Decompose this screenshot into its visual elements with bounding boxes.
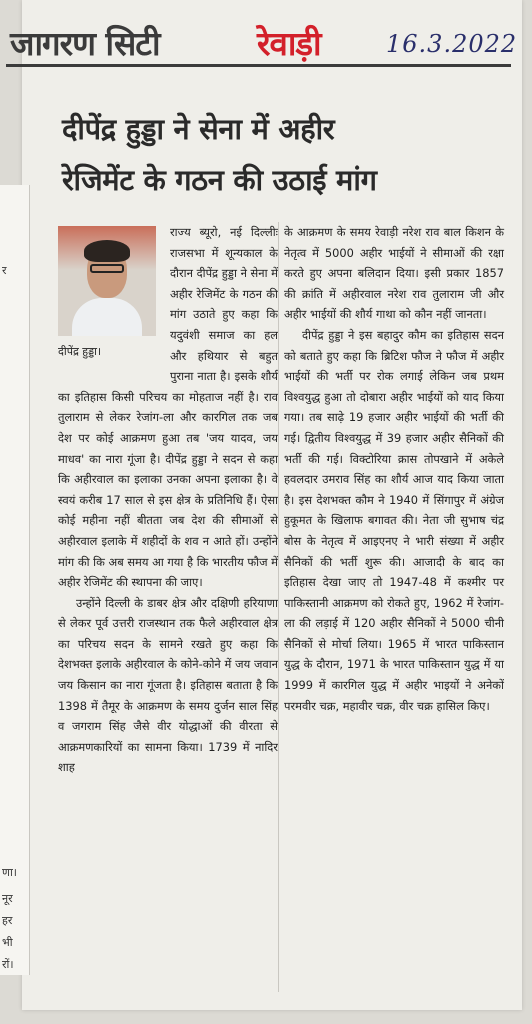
handwritten-date: 16.3.2022 (386, 30, 518, 58)
brand-city: रेवाड़ी (257, 24, 321, 63)
adjacent-column-strip (0, 185, 30, 975)
column-divider (278, 222, 279, 992)
article-body (50, 222, 502, 992)
photo-block (58, 226, 162, 371)
article-column-1 (58, 222, 278, 778)
headline-line-1: दीपेंद्र हुड्डा ने सेना में अहीर (62, 112, 335, 146)
strip-word: र (2, 264, 7, 277)
article-paragraph: दीपेंद्र हुड्डा ने इस बहादुर कौम का इतिहास सदन को बताते हुए कहा कि ब्रिटिश फौज ने फौज में अहीर भाईयों की भर्ती पर रोक लगाई लेकिन जब प्रथम विश्वयुद्ध हुआ तो दोबारा अहीर भाईयों को याद किया गया। तब साढ़े 19 हजार अहीर भाईयों की भर्ती की गई। द्वितीय विश्वयुद्ध में 39 हजार अहीर सैनिकों की भर्ती की गई। विक्टोरिया क्रास तोपखाने में अकेले हवलदार उमराव सिंह का शौर्य आज याद किया जाता है। इस देशभक्त कौम ने 1940 में सिंगापुर में अंग्रेज हुकूमत के खिलाफ बगावत की। नेता जी सुभाष चंद्र बोस के नेतृत्व में आइएनए ने भारी संख्या में अहीर सैनिकों की भर्ती शुरू की। आजादी के बाद का इतिहास देखा जाए तो 1947-48 में कश्मीर पर पाकिस्तानी आक्रमण को रोकते हुए, 1962 में रेजांग-ला की लड़ाई में 120 अहीर सैनिकों ने 5000 चीनी सैनिकों से मोर्चा लिया। 1965 में भारत पाकिस्तान युद्ध के दौरान, 1971 के भारत पाकिस्तान युद्ध में या 1999 में कारगिल युद्ध में अहीर भाइयों ने अनेकों परमवीर चक्र, महावीर चक्र, वीर चक्र हासिल किए। (284, 327, 504, 713)
article-column-2 (284, 222, 504, 716)
masthead-rule (6, 64, 511, 67)
masthead (6, 8, 526, 68)
headline-line-2: रेजिमेंट के गठन की उठाई मांग (62, 163, 377, 197)
strip-word: हर (2, 914, 13, 927)
strip-word: रों। (2, 958, 14, 971)
strip-word: भी (2, 936, 13, 949)
article-paragraph: राज्य ब्यूरो, नई दिल्लीः राजसभा में शून्यकाल के दौरान दीपेंद्र हुड्डा ने सेना में अहीर रेजिमेंट के गठन की मांग उठाते हुए कहा कि यदुवंशी समाज का हल और हथियार से बहुत पुराना नाता है। इसके शौर्य का इतिहास किसी परिचय का मोहताज नहीं है। राव तुलाराम से लेकर रेजांग-ला और कारगिल तक जब देश पर कोई आक्रमण हुआ तब 'जय यादव, जय माधव' का नारा गूंजा है। दीपेंद्र हुड्डा ने सदन से कहा कि अहीरवाल का इलाका उनका अपना इलाका है। वे स्वयं करीब 17 साल से इस क्षेत्र के प्रतिनिधि हैं। ऐसा कोई महीना नहीं बीतता जब देश की सीमाओं से अहीरवाल इलाके में शहीदों के शव न आते हों। उन्होंने मांग की कि अब समय आ गया है कि भारतीय फौज में अहीर रेजिमेंट की स्थापना की जाए। (58, 225, 278, 590)
portrait-photo (58, 226, 156, 336)
brand-name: जागरण सिटी (10, 24, 160, 63)
article-paragraph: के आक्रमण के समय रेवाड़ी नरेश राव बाल किशन के नेतृत्व में 5000 अहीर भाईयों ने सीमाओं की रक्षा करते हुए अपना बलिदान दिया। इसी प्रकार 1857 की क्रांति में अहीरवाल नरेश राव तुलाराम जी और अहीर भाईयों की शौर्य गाथा को कौन नहीं जानता। (284, 225, 504, 322)
article-paragraph: उन्होंने दिल्ली के डाबर क्षेत्र और दक्षिणी हरियाणा से लेकर पूर्व उत्तरी राजस्थान तक फैले अहीरवाल क्षेत्र का परिचय सदन के सामने रखते हुए कहा कि देशभक्त इलाके अहीरवाल के कोने-कोने में जय जवान जय किसान का नारा गूंजता है। इतिहास बताता है कि 1398 में तैमूर के आक्रमण के समय दुर्जन साल सिंह व जगराम सिंह जैसे वीर योद्धाओं की वीरता से आक्रमणकारियों का सामना किया। 1739 में नादिर शाह (58, 595, 278, 775)
photo-caption: दीपेंद्र हुड्डा। (58, 345, 102, 358)
strip-word: णा। (2, 866, 17, 879)
headline (62, 104, 502, 206)
strip-word: नूर (2, 892, 13, 905)
